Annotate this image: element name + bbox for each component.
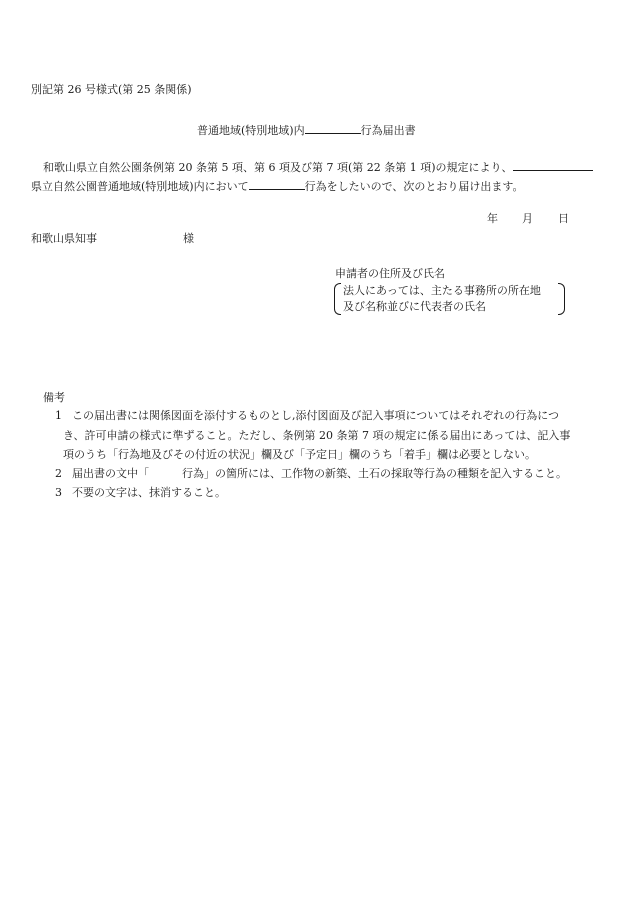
body-line-1 — [43, 159, 593, 173]
applicant-note-line-1: 法人にあっては、主たる事務所の所在地 — [343, 284, 541, 297]
note-3-line-1: 不要の文字は、抹消すること。 — [72, 486, 226, 499]
date-month: 月 — [522, 212, 533, 225]
park-name-blank — [513, 159, 593, 171]
body-line-1-text: 和歌山県立自然公園条例第 20 条第 5 項、第 6 項及び第 7 項(第 22 条第 1 項)の規定により、 — [43, 161, 513, 174]
applicant-note-line-2: 及び名称並びに代表者の氏名 — [343, 300, 486, 313]
form-label: 別記第 26 号様式(第 25 条関係) — [31, 83, 192, 96]
action-type-blank — [249, 178, 305, 190]
right-bracket — [558, 283, 565, 315]
applicant-label: 申請者の住所及び氏名 — [335, 267, 445, 280]
left-bracket — [334, 283, 341, 315]
document-title — [197, 122, 416, 136]
body-line-2-part1: 県立自然公園普通地域(特別地域)内において — [31, 180, 249, 193]
title-suffix: 行為届出書 — [360, 124, 416, 137]
date-year: 年 — [487, 212, 498, 225]
addressee-honorific: 様 — [183, 232, 194, 245]
note-1-line-1: この届出書には関係図面を添付するものとし,添付図面及び記入事項についてはそれぞれの行為につ — [72, 409, 560, 422]
note-3-number: 3 — [55, 486, 62, 499]
body-line-2 — [31, 178, 524, 192]
note-1-number: 1 — [55, 409, 62, 422]
title-blank-line — [305, 122, 361, 134]
note-2-line-1: 届出書の文中「 行為」の箇所には、工作物の新築、土石の採取等行為の種類を記入すること。 — [72, 467, 567, 480]
note-1-line-3: 項のうち「行為地及びその付近の状況」欄及び「予定日」欄のうち「着手」欄は必要としない。 — [63, 448, 536, 461]
note-2-number: 2 — [55, 467, 62, 480]
title-prefix: 普通地域(特別地域)内 — [197, 124, 305, 137]
date-day: 日 — [558, 212, 569, 225]
addressee-name: 和歌山県知事 — [31, 232, 97, 245]
notes-heading: 備考 — [43, 391, 65, 404]
body-line-2-part2: 行為をしたいので、次のとおり届け出ます。 — [304, 180, 524, 193]
note-1-line-2: き、許可申請の様式に準ずること。ただし、条例第 20 条第 7 項の規定に係る届出にあっては、記入事 — [63, 429, 571, 442]
